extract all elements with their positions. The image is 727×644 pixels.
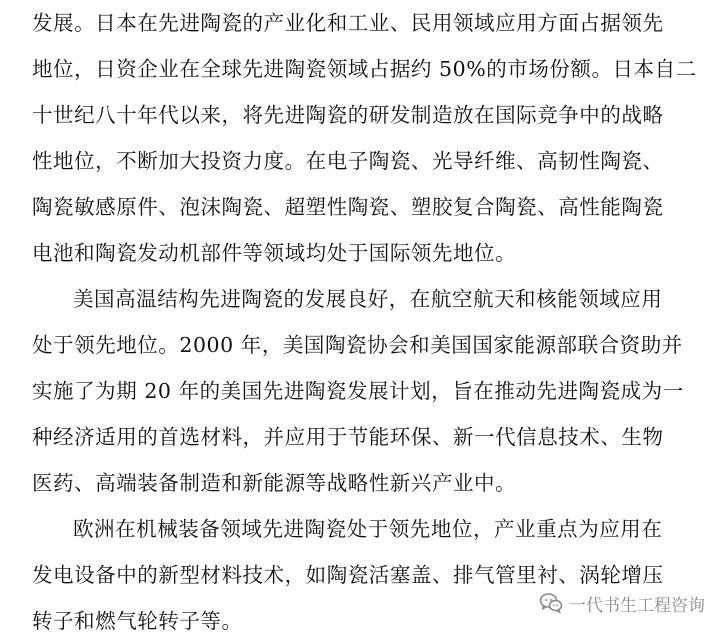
text-line: 转子和燃气轮转子等。 [32, 609, 243, 633]
text-line: 地位，日资企业在全球先进陶瓷领域占据约 50%的市场份额。日本自二 [32, 57, 697, 81]
text-line: 发电设备中的新型材料技术，如陶瓷活塞盖、排气管里衬、涡轮增压 [32, 563, 664, 587]
paragraph-usa [32, 276, 684, 506]
text-line: 发展。日本在先进陶瓷的产业化和工业、民用领域应用方面占据领先 [32, 11, 664, 35]
text-line: 欧洲在机械装备领域先进陶瓷处于领先地位，产业重点为应用在 [73, 517, 663, 541]
text-line: 十世纪八十年代以来，将先进陶瓷的研发制造放在国际竞争中的战略 [32, 103, 664, 127]
watermark [535, 588, 709, 618]
text-line: 性地位，不断加大投资力度。在电子陶瓷、光导纤维、高韧性陶瓷、 [32, 149, 664, 173]
text-line: 陶瓷敏感原件、泡沫陶瓷、超塑性陶瓷、塑胶复合陶瓷、高性能陶瓷 [32, 195, 664, 219]
watermark-text: 一代书生工程咨询 [569, 595, 705, 616]
text-line: 种经济适用的首选材料，并应用于节能环保、新一代信息技术、生物 [32, 425, 664, 449]
text-line: 美国高温结构先进陶瓷的发展良好，在航空航天和核能领域应用 [73, 287, 663, 311]
wechat-icon [539, 592, 563, 614]
text-line: 电池和陶瓷发动机部件等领域均处于国际领先地位。 [32, 241, 517, 265]
text-line: 医药、高端装备制造和新能源等战略性新兴产业中。 [32, 471, 517, 495]
document-body [32, 0, 697, 644]
paragraph-japan [32, 0, 697, 276]
text-line: 实施了为期 20 年的美国先进陶瓷发展计划，旨在推动先进陶瓷成为一 [32, 379, 684, 403]
paragraph-europe [32, 506, 672, 644]
text-line: 处于领先地位。2000 年，美国陶瓷协会和美国国家能源部联合资助并 [32, 333, 683, 357]
